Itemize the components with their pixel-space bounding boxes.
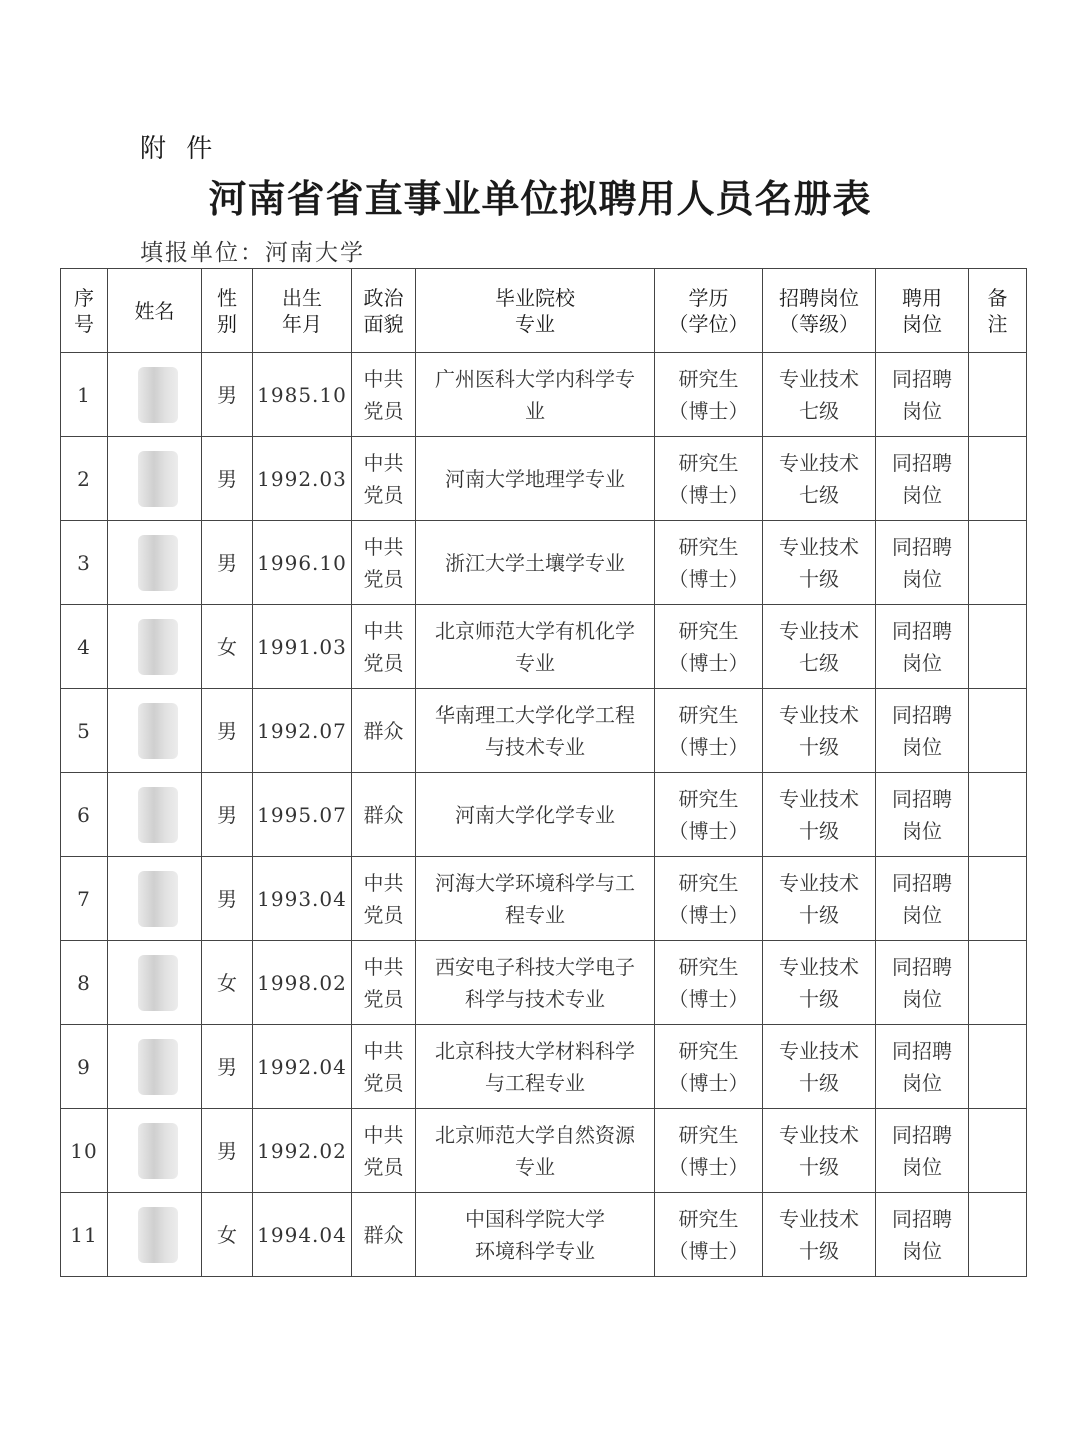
redaction-mosaic [138,871,178,927]
hire-cell: 同招聘 岗位 [876,521,969,605]
hire-cell: 同招聘 岗位 [876,605,969,689]
school-cell: 广州医科大学内科学专 业 [416,353,655,437]
table-row [61,605,1027,689]
column-header-note: 备 注 [969,269,1027,353]
name-cell [108,605,202,689]
column-header-political: 政治 面貌 [352,269,416,353]
birth-cell: 1996.10 [253,521,352,605]
redaction-mosaic [138,619,178,675]
degree-cell: 研究生 （博士） [655,1193,763,1277]
gender-cell: 女 [202,1193,253,1277]
table-row [61,1109,1027,1193]
post-cell: 专业技术 十级 [763,941,876,1025]
redaction-mosaic [138,703,178,759]
note-cell [969,353,1027,437]
gender-cell: 男 [202,689,253,773]
gender-cell: 女 [202,605,253,689]
degree-cell: 研究生 （博士） [655,1025,763,1109]
table-row [61,773,1027,857]
column-header-school: 毕业院校 专业 [416,269,655,353]
column-header-name: 姓名 [108,269,202,353]
degree-cell: 研究生 （博士） [655,1109,763,1193]
birth-cell: 1994.04 [253,1193,352,1277]
post-cell: 专业技术 十级 [763,773,876,857]
column-header-degree: 学历 （学位） [655,269,763,353]
table-row [61,941,1027,1025]
hire-cell: 同招聘 岗位 [876,1025,969,1109]
redaction-mosaic [138,367,178,423]
degree-cell: 研究生 （博士） [655,353,763,437]
column-header-birth: 出生 年月 [253,269,352,353]
post-cell: 专业技术 十级 [763,689,876,773]
seq-cell: 10 [61,1109,108,1193]
political-cell: 中共 党员 [352,605,416,689]
school-cell: 河南大学地理学专业 [416,437,655,521]
political-cell: 中共 党员 [352,437,416,521]
political-cell: 中共 党员 [352,857,416,941]
political-cell: 中共 党员 [352,1109,416,1193]
hire-cell: 同招聘 岗位 [876,1193,969,1277]
name-cell [108,521,202,605]
table-row [61,437,1027,521]
gender-cell: 男 [202,773,253,857]
seq-cell: 2 [61,437,108,521]
note-cell [969,437,1027,521]
name-cell [108,1193,202,1277]
name-cell [108,773,202,857]
degree-cell: 研究生 （博士） [655,941,763,1025]
note-cell [969,773,1027,857]
post-cell: 专业技术 十级 [763,1025,876,1109]
seq-cell: 9 [61,1025,108,1109]
gender-cell: 男 [202,1109,253,1193]
note-cell [969,1025,1027,1109]
hire-cell: 同招聘 岗位 [876,689,969,773]
redaction-mosaic [138,787,178,843]
table-header-row [61,269,1027,353]
political-cell: 中共 党员 [352,353,416,437]
gender-cell: 男 [202,437,253,521]
degree-cell: 研究生 （博士） [655,857,763,941]
seq-cell: 1 [61,353,108,437]
table-row [61,521,1027,605]
table-row [61,689,1027,773]
redaction-mosaic [138,1123,178,1179]
hire-cell: 同招聘 岗位 [876,1109,969,1193]
school-cell: 河南大学化学专业 [416,773,655,857]
birth-cell: 1992.03 [253,437,352,521]
birth-cell: 1995.07 [253,773,352,857]
hire-cell: 同招聘 岗位 [876,941,969,1025]
gender-cell: 男 [202,1025,253,1109]
school-cell: 华南理工大学化学工程 与技术专业 [416,689,655,773]
table-row [61,1025,1027,1109]
note-cell [969,689,1027,773]
post-cell: 专业技术 十级 [763,1193,876,1277]
birth-cell: 1992.04 [253,1025,352,1109]
seq-cell: 5 [61,689,108,773]
degree-cell: 研究生 （博士） [655,437,763,521]
name-cell [108,1109,202,1193]
seq-cell: 6 [61,773,108,857]
school-cell: 北京师范大学自然资源 专业 [416,1109,655,1193]
school-cell: 西安电子科技大学电子 科学与技术专业 [416,941,655,1025]
name-cell [108,689,202,773]
school-cell: 北京科技大学材料科学 与工程专业 [416,1025,655,1109]
birth-cell: 1992.02 [253,1109,352,1193]
reporting-unit: 填报单位：河南大学 [140,240,365,266]
seq-cell: 3 [61,521,108,605]
note-cell [969,605,1027,689]
hire-cell: 同招聘 岗位 [876,773,969,857]
column-header-hire: 聘用 岗位 [876,269,969,353]
gender-cell: 男 [202,857,253,941]
post-cell: 专业技术 七级 [763,353,876,437]
gender-cell: 男 [202,521,253,605]
seq-cell: 8 [61,941,108,1025]
birth-cell: 1992.07 [253,689,352,773]
degree-cell: 研究生 （博士） [655,605,763,689]
note-cell [969,941,1027,1025]
column-header-seq: 序 号 [61,269,108,353]
column-header-gender: 性 别 [202,269,253,353]
post-cell: 专业技术 七级 [763,605,876,689]
birth-cell: 1993.04 [253,857,352,941]
school-cell: 中国科学院大学 环境科学专业 [416,1193,655,1277]
political-cell: 群众 [352,1193,416,1277]
redaction-mosaic [138,1039,178,1095]
name-cell [108,941,202,1025]
political-cell: 中共 党员 [352,521,416,605]
roster-table [60,268,1027,1277]
gender-cell: 女 [202,941,253,1025]
degree-cell: 研究生 （博士） [655,773,763,857]
seq-cell: 4 [61,605,108,689]
degree-cell: 研究生 （博士） [655,689,763,773]
table-row [61,353,1027,437]
seq-cell: 7 [61,857,108,941]
table-row [61,1193,1027,1277]
school-cell: 浙江大学土壤学专业 [416,521,655,605]
degree-cell: 研究生 （博士） [655,521,763,605]
post-cell: 专业技术 十级 [763,857,876,941]
hire-cell: 同招聘 岗位 [876,857,969,941]
political-cell: 群众 [352,773,416,857]
school-cell: 北京师范大学有机化学 专业 [416,605,655,689]
column-header-post: 招聘岗位 （等级） [763,269,876,353]
political-cell: 中共 党员 [352,941,416,1025]
birth-cell: 1998.02 [253,941,352,1025]
birth-cell: 1991.03 [253,605,352,689]
birth-cell: 1985.10 [253,353,352,437]
note-cell [969,1193,1027,1277]
school-cell: 河海大学环境科学与工 程专业 [416,857,655,941]
name-cell [108,353,202,437]
political-cell: 群众 [352,689,416,773]
post-cell: 专业技术 七级 [763,437,876,521]
political-cell: 中共 党员 [352,1025,416,1109]
gender-cell: 男 [202,353,253,437]
page-title: 河南省省直事业单位拟聘用人员名册表 [208,177,872,221]
post-cell: 专业技术 十级 [763,1109,876,1193]
redaction-mosaic [138,535,178,591]
note-cell [969,1109,1027,1193]
note-cell [969,521,1027,605]
attachment-label: 附 件 [140,134,219,164]
redaction-mosaic [138,955,178,1011]
name-cell [108,437,202,521]
post-cell: 专业技术 十级 [763,521,876,605]
name-cell [108,857,202,941]
redaction-mosaic [138,1207,178,1263]
note-cell [969,857,1027,941]
hire-cell: 同招聘 岗位 [876,437,969,521]
hire-cell: 同招聘 岗位 [876,353,969,437]
table-row [61,857,1027,941]
name-cell [108,1025,202,1109]
redaction-mosaic [138,451,178,507]
seq-cell: 11 [61,1193,108,1277]
